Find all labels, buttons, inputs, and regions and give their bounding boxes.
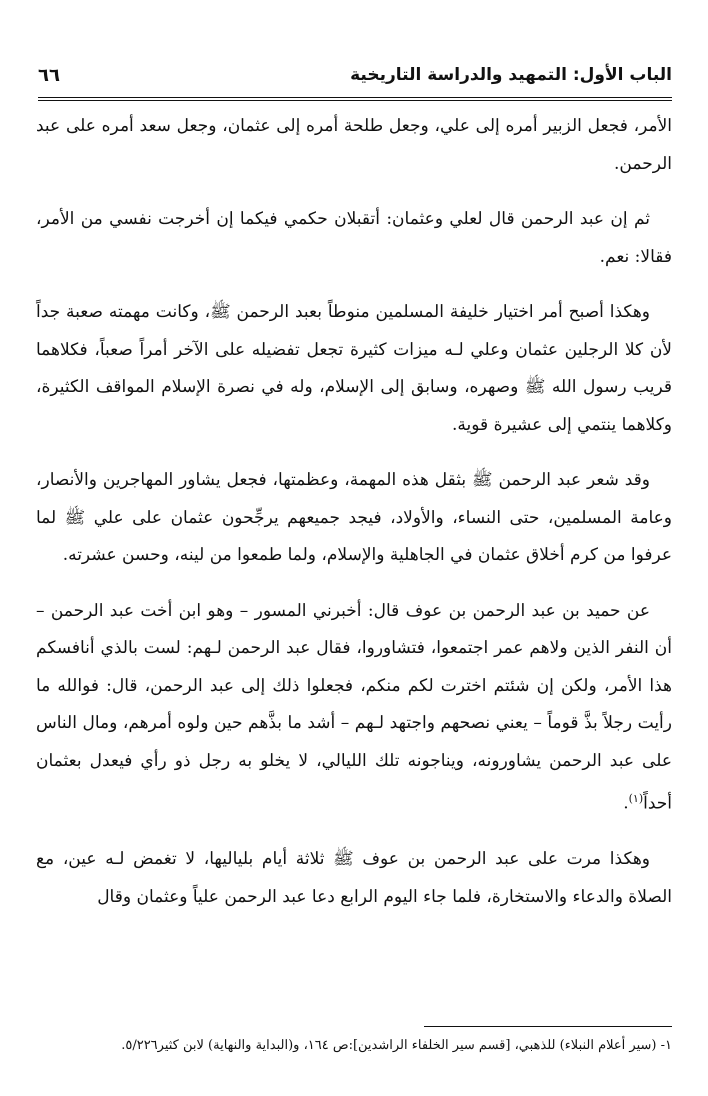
- paragraph-1: الأمر، فجعل الزبير أمره إلى علي، وجعل طلحة أمره إلى عثمان، وجعل سعد أمره على عبد الرحمن.: [36, 116, 672, 174]
- footnote: ١- (سير أعلام النبلاء) للذهبي، [قسم سير الخلفاء الراشدين]:ص ١٦٤، و(البداية والنهاية) لابن كثير٥/٢٢٦.: [121, 1038, 672, 1053]
- paragraph-5-text: عن حميد بن عبد الرحمن بن عوف قال: أخبرني المسور – وهو ابن أخت عبد الرحمن – أن النفر الذين ولاهم عمر اجتمعوا، فتشاوروا، فقال عبد الرحمن لـهم: لست بالذي أنافسكم هذا الأمر، ولكن إن شئتم اخترت لكم منكم، فجعلوا ذلك إلى عبد الرحمن، قال: فوالله ما رأيت رجلاً بذَّ قوماً – يعني نصحهم واجتهد لـهم – أشد ما بذَّهم حين ولوه أمرهم، ومال الناس على عبد الرحمن يشاورونه، ويناجونه تلك الليالي، لا يخلو به رجل ذو رأي فيعدل بعثمان أحداً: [36, 600, 672, 814]
- page-number: ٦٦: [38, 64, 60, 86]
- paragraph-5: [36, 593, 672, 824]
- footnote-divider: [424, 1026, 672, 1027]
- paragraph-5-period: .: [623, 793, 629, 814]
- paragraph-4: وقد شعر عبد الرحمن ﷺ بثقل هذه المهمة، وعظمتها، فجعل يشاور المهاجرين والأنصار، وعامة المسلمين، حتى النساء، والأولاد، فيجد جميعهم يرجِّحون عثمان على علي ﷺ لما عرفوا من كرم أخلاق عثمان في الجاهلية والإسلام، ولما طمعوا من لينه، وحسن عشرته.: [36, 470, 672, 565]
- running-header: [38, 56, 672, 94]
- page-body: [36, 108, 672, 934]
- header-divider: [38, 97, 672, 101]
- paragraph-6: وهكذا مرت على عبد الرحمن بن عوف ﷺ ثلاثة أيام بلياليها، لا تغمض لـه عين، مع الصلاة والدعاء والاستخارة، فلما جاء اليوم الرابع دعا عبد الرحمن علياً وعثمان وقال: [36, 849, 672, 907]
- chapter-title: الباب الأول: التمهيد والدراسة التاريخية: [350, 65, 672, 85]
- paragraph-2: ثم إن عبد الرحمن قال لعلي وعثمان: أتقبلان حكمي فيكما إن أخرجت نفسي من الأمر، فقالا: نعم.: [36, 209, 672, 267]
- footnote-reference: (١): [628, 792, 644, 805]
- paragraph-3: وهكذا أصبح أمر اختيار خليفة المسلمين منوطاً بعبد الرحمن ﷺ، وكانت مهمته صعبة جداً لأن كلا الرجلين عثمان وعلي لـه ميزات كثيرة تجعل تفضيله على الآخر أمراً صعباً، فكلاهما قريب رسول الله ﷺ وصهره، وسابق إلى الإسلام، وله في نصرة الإسلام المواقف الكثيرة، وكلاهما ينتمي إلى عشيرة قوية.: [36, 302, 672, 435]
